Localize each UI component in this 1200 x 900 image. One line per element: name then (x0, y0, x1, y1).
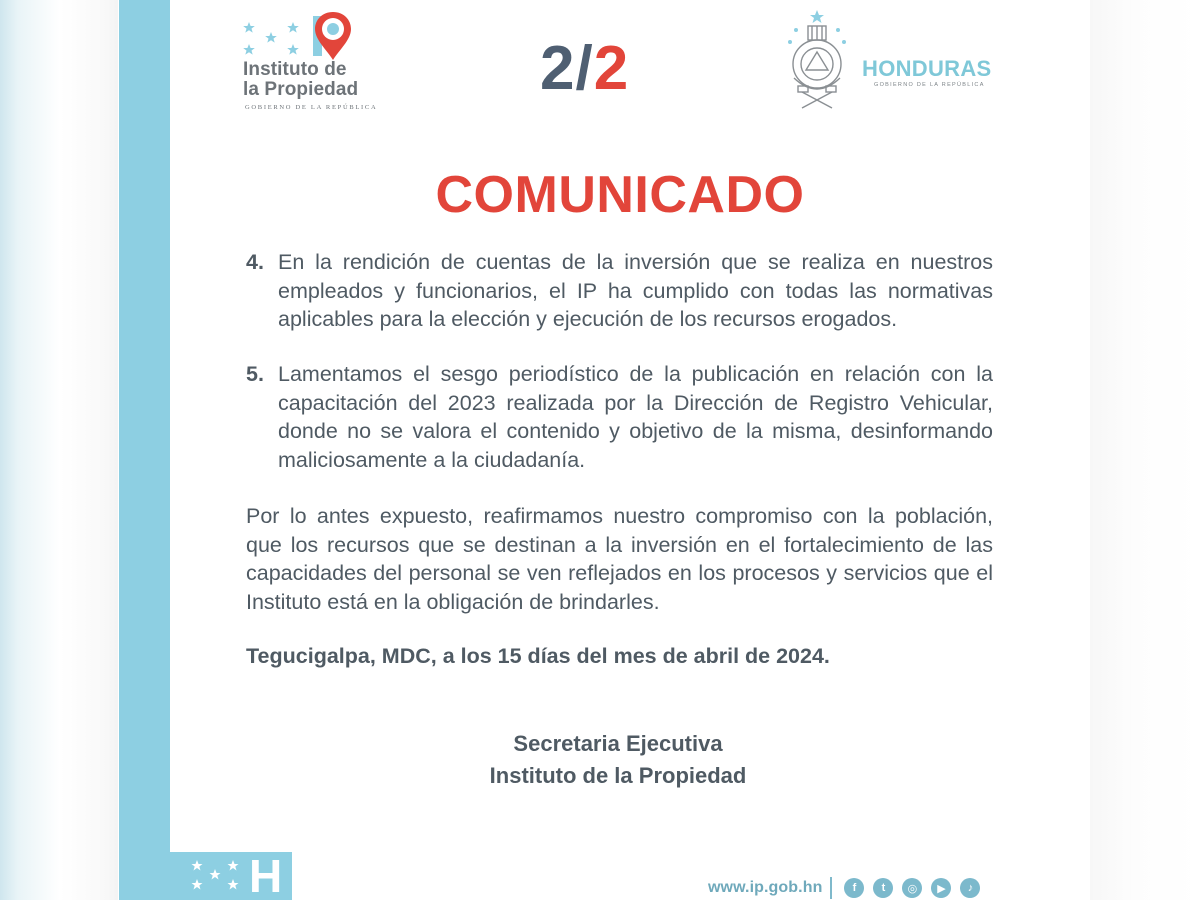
footer-contact (708, 874, 985, 900)
stars-icon (243, 16, 309, 60)
blue-side-band (119, 0, 170, 900)
item-text: En la rendición de cuentas de la inversión que se realiza en nuestros empleados y funcionarios, el IP ha cumplido con todas las normativas aplicables para la elección y ejecución de los recursos erogados. (278, 250, 993, 331)
closing-paragraph: Por lo antes expuesto, reafirmamos nuestro compromiso con la población, que los recursos que se destinan a la inversión en el fortalecimiento de las capacidades del personal se ven reflejados en los procesos y servicios que el Instituto está en la obligación de brindarles. (246, 504, 993, 614)
website-link[interactable]: www.ip.gob.hn (708, 879, 823, 896)
instituto-propiedad-logo (243, 10, 388, 115)
logo-subtitle: GOBIERNO DE LA REPÚBLICA (245, 104, 378, 111)
honduras-government-logo (784, 8, 999, 113)
right-page-shadow (1090, 0, 1200, 900)
left-page-shadow (60, 0, 118, 900)
signature-title: Secretaria Ejecutiva (513, 731, 723, 756)
logo-name (243, 60, 358, 100)
signature-institution: Instituto de la Propiedad (489, 763, 747, 788)
youtube-icon[interactable]: ▶ (931, 878, 951, 898)
instagram-icon[interactable]: ◎ (902, 878, 922, 898)
facebook-icon[interactable]: f (844, 878, 864, 898)
tiktok-icon[interactable]: ♪ (960, 878, 980, 898)
five-stars-icon (191, 858, 243, 894)
signature-block (400, 728, 836, 792)
logo-name-line1: Instituto de (243, 59, 347, 80)
item-number: 5. (246, 362, 264, 386)
twitter-icon[interactable]: t (873, 878, 893, 898)
footer-flag-badge (119, 852, 292, 900)
page-current: 2 (540, 34, 576, 103)
document-title: COMUNICADO (435, 166, 805, 224)
item-number: 4. (246, 250, 264, 274)
location-pin-icon (311, 10, 353, 62)
honduras-name: HONDURAS (862, 56, 992, 81)
page-separator: / (575, 34, 594, 103)
page-total: 2 (593, 34, 630, 103)
honduras-subtitle: GOBIERNO DE LA REPÚBLICA (874, 82, 985, 88)
logo-name-line2: la Propiedad (243, 79, 359, 100)
footer-divider (830, 877, 832, 899)
page-indicator (540, 36, 629, 102)
numbered-item-5 (246, 360, 993, 474)
honduras-h-letter: H (249, 850, 283, 900)
numbered-item-4 (246, 248, 993, 334)
item-text: Lamentamos el sesgo periodístico de la publicación en relación con la capacitación del 2023 realizada por la Dirección de Registro Vehicular, donde no se valora el contenido y objetivo de la misma, desinformando maliciosamente a la ciudadanía. (278, 362, 993, 472)
coat-of-arms-icon (784, 8, 850, 110)
date-line: Tegucigalpa, MDC, a los 15 días del mes de abril de 2024. (246, 644, 830, 668)
left-background-fade (0, 0, 60, 900)
